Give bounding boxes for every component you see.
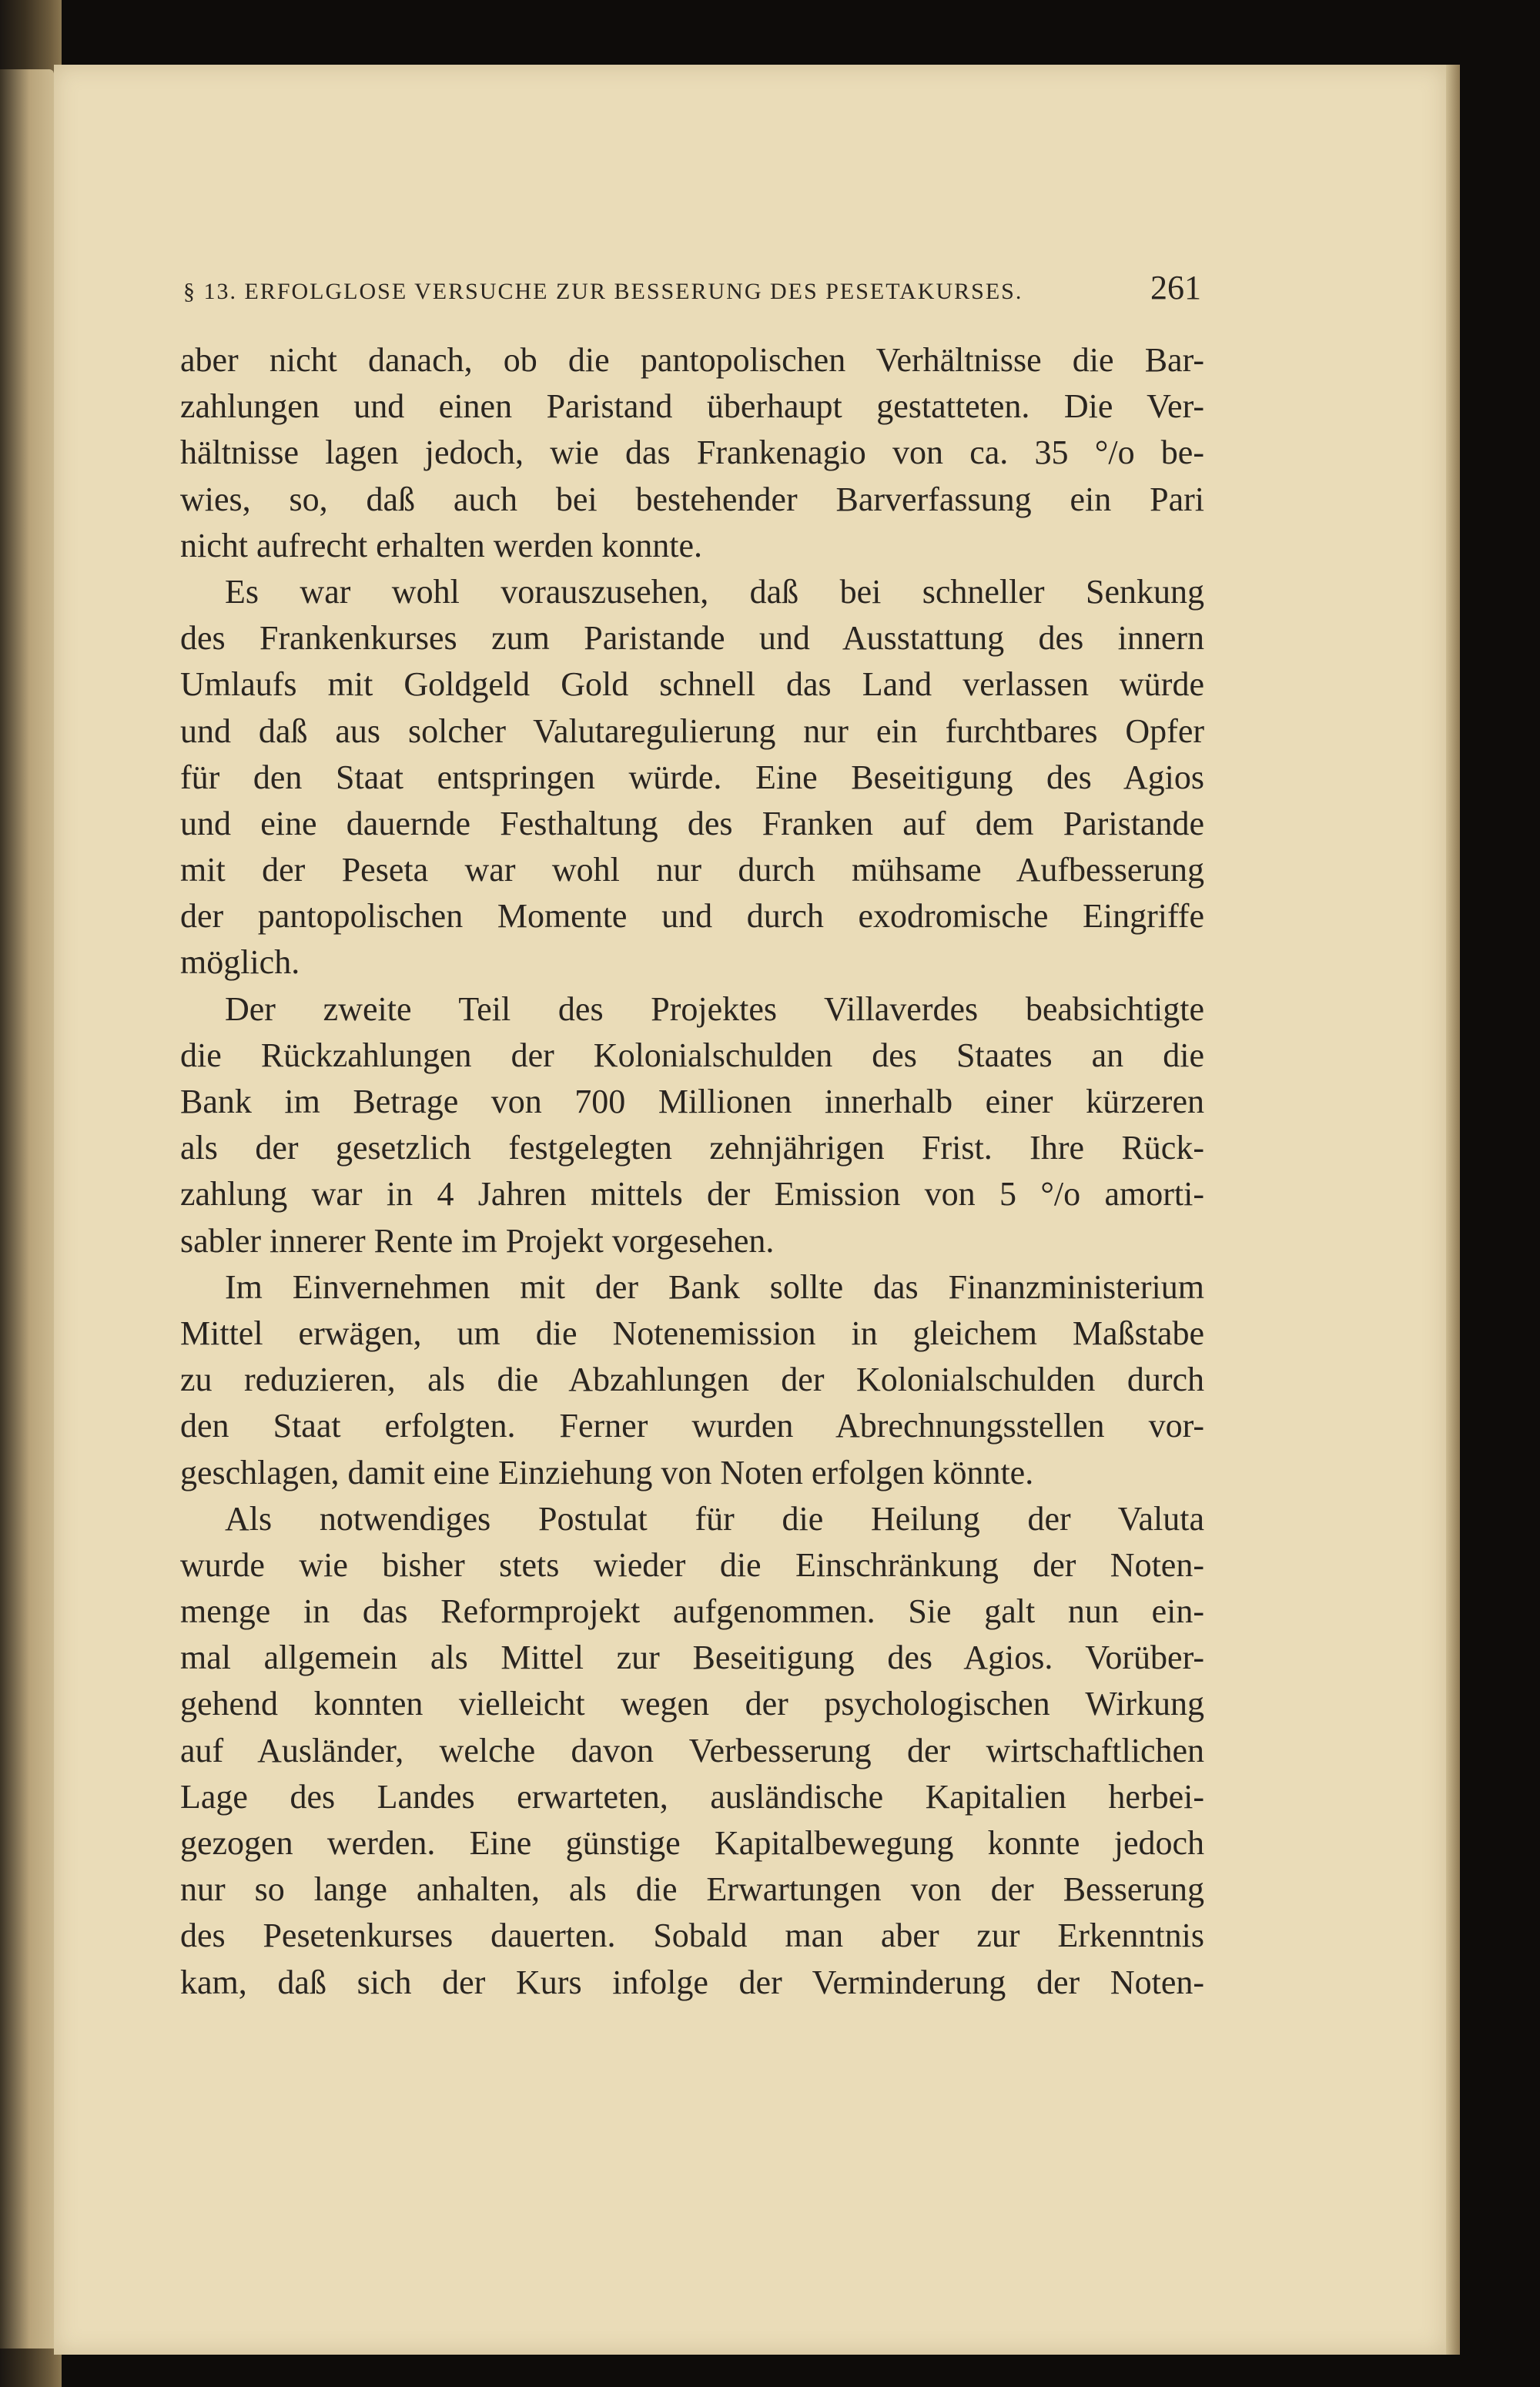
text-line: Der zweite Teil des Projektes Villaverdes beabsichtigte	[225, 989, 1204, 1028]
text-line: zahlung war in 4 Jahren mittels der Emission von 5 °/o amorti-	[180, 1175, 1204, 1214]
text-line: des Frankenkurses zum Paristande und Ausstattung des innern	[180, 619, 1204, 658]
text-line: wurde wie bisher stets wieder die Einschränkung der Noten-	[180, 1545, 1204, 1584]
text-line: die Rückzahlungen der Kolonialschulden des Staates an die	[180, 1036, 1204, 1074]
text-line: nicht aufrecht erhalten werden konnte.	[180, 526, 703, 564]
page-header	[183, 268, 1201, 307]
text-line: Im Einvernehmen mit der Bank sollte das Finanzministerium	[225, 1267, 1204, 1306]
text-line: menge in das Reformprojekt aufgenommen. Sie galt nun ein-	[180, 1592, 1204, 1631]
text-line: auf Ausländer, welche davon Verbesserung der wirtschaftlichen	[180, 1731, 1204, 1769]
text-line: Umlaufs mit Goldgeld Gold schnell das Land verlassen würde	[180, 665, 1204, 704]
text-line: als der gesetzlich festgelegten zehnjährigen Frist. Ihre Rück-	[180, 1129, 1204, 1167]
text-line: mal allgemein als Mittel zur Beseitigung des Agios. Vorüber-	[180, 1639, 1204, 1677]
text-line: gehend konnten vielleicht wegen der psychologischen Wirkung	[180, 1685, 1204, 1723]
text-line: nur so lange anhalten, als die Erwartungen von der Besserung	[180, 1870, 1204, 1909]
text-line: den Staat erfolgten. Ferner wurden Abrechnungsstellen vor-	[180, 1407, 1204, 1445]
text-line: Lage des Landes erwarteten, ausländische Kapitalien herbei-	[180, 1777, 1204, 1816]
text-line: zahlungen und einen Paristand überhaupt gestatteten. Die Ver-	[180, 387, 1204, 426]
text-line: für den Staat entspringen würde. Eine Beseitigung des Agios	[180, 758, 1204, 796]
text-line: Bank im Betrage von 700 Millionen innerhalb einer kürzeren	[180, 1083, 1204, 1120]
text-line: des Pesetenkurses dauerten. Sobald man aber zur Erkenntnis	[180, 1917, 1204, 1955]
text-line: und eine dauernde Festhaltung des Franken auf dem Paristande	[180, 804, 1204, 842]
left-page-edge	[0, 69, 54, 2348]
text-line: wies, so, daß auch bei bestehender Barverfassung ein Pari	[180, 480, 1204, 518]
text-line: aber nicht danach, ob die pantopolischen Verhältnisse die Bar-	[180, 341, 1204, 379]
text-line: hältnisse lagen jedoch, wie das Frankenagio von ca. 35 °/o be-	[180, 434, 1204, 472]
text-line: und daß aus solcher Valutaregulierung nur ein furchtbares Opfer	[180, 711, 1204, 750]
body-text	[180, 337, 1204, 2006]
text-line: Mittel erwägen, um die Notenemission in gleichem Maßstabe	[180, 1314, 1204, 1352]
text-line: der pantopolischen Momente und durch exodromische Eingriffe	[180, 897, 1204, 936]
text-line: geschlagen, damit eine Einziehung von Noten erfolgen könnte.	[180, 1453, 1034, 1491]
text-line: sabler innerer Rente im Projekt vorgesehen.	[180, 1221, 775, 1260]
text-line: Als notwendiges Postulat für die Heilung der Valuta	[225, 1499, 1204, 1538]
text-line: möglich.	[180, 943, 300, 982]
text-line: gezogen werden. Eine günstige Kapitalbewegung konnte jedoch	[180, 1824, 1204, 1862]
text-line: zu reduzieren, als die Abzahlungen der Kolonialschulden durch	[180, 1361, 1204, 1399]
text-line: kam, daß sich der Kurs infolge der Verminderung der Noten-	[180, 1963, 1204, 2001]
text-line: mit der Peseta war wohl nur durch mühsame Aufbesserung	[180, 851, 1204, 889]
text-line: Es war wohl vorauszusehen, daß bei schneller Senkung	[225, 572, 1204, 611]
page-number: 261	[1150, 269, 1201, 306]
page-right-edge	[1446, 65, 1460, 2355]
running-title: § 13. ERFOLGLOSE VERSUCHE ZUR BESSERUNG DES PESETAKURSES.	[183, 279, 1023, 304]
